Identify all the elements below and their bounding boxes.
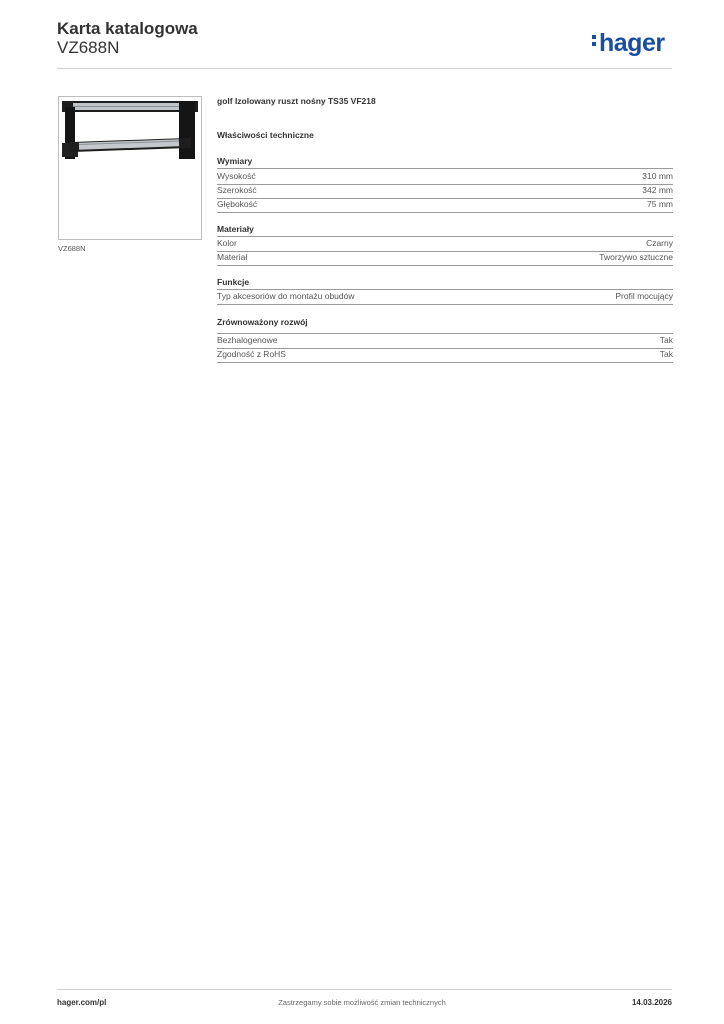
spec-row	[217, 198, 673, 213]
product-image	[58, 96, 202, 240]
page-title: Karta katalogowa	[57, 19, 198, 38]
spec-value: 310 mm	[642, 171, 673, 181]
spec-label: Wysokość	[217, 171, 256, 181]
logo-text: hager	[599, 29, 665, 57]
spec-row	[217, 290, 673, 305]
rail-frame-icon	[59, 97, 201, 239]
spec-value: 75 mm	[647, 199, 673, 209]
group-head-wymiary: Wymiary	[217, 156, 673, 169]
spec-row	[217, 348, 673, 363]
spec-value: 342 mm	[642, 185, 673, 195]
spec-row	[217, 251, 673, 266]
footer-link[interactable]: hager.com/pl	[57, 998, 107, 1007]
spec-label: Głębokość	[217, 199, 258, 209]
spec-row	[217, 237, 673, 252]
footer-divider	[57, 989, 672, 990]
spec-label: Bezhalogenowe	[217, 335, 278, 345]
hager-logo[interactable]	[592, 29, 665, 58]
spec-row	[217, 184, 673, 199]
page-subtitle: VZ688N	[57, 38, 120, 57]
footer-date: 14.03.2026	[631, 998, 672, 1007]
spec-value: Czarny	[646, 238, 673, 248]
footer-disclaimer: Zastrzegamy sobie możliwość zmian technicznych	[278, 998, 446, 1007]
specs-heading: Właściwości techniczne	[217, 130, 314, 140]
group-head-materialy: Materiały	[217, 224, 673, 237]
group-head-funkcje: Funkcje	[217, 277, 673, 290]
spec-label: Szerokość	[217, 185, 257, 195]
spec-label: Kolor	[217, 238, 237, 248]
spec-value: Profil mocujący	[615, 291, 673, 301]
image-caption: VZ688N	[58, 244, 86, 253]
logo-dots-icon	[592, 32, 597, 49]
product-title: golf Izolowany ruszt nośny TS35 VF218	[217, 96, 376, 106]
spec-value: Tak	[659, 349, 673, 359]
spec-label: Materiał	[217, 252, 248, 262]
spec-label: Typ akcesoriów do montażu obudów	[217, 291, 355, 301]
spec-row	[217, 170, 673, 185]
header-divider	[57, 68, 672, 69]
spec-row	[217, 333, 673, 349]
spec-label: Zgodność z RoHS	[217, 349, 286, 359]
spec-value: Tworzywo sztuczne	[599, 252, 673, 262]
group-head-zrownowazony: Zrównoważony rozwój	[217, 317, 308, 327]
spec-value: Tak	[659, 335, 673, 345]
